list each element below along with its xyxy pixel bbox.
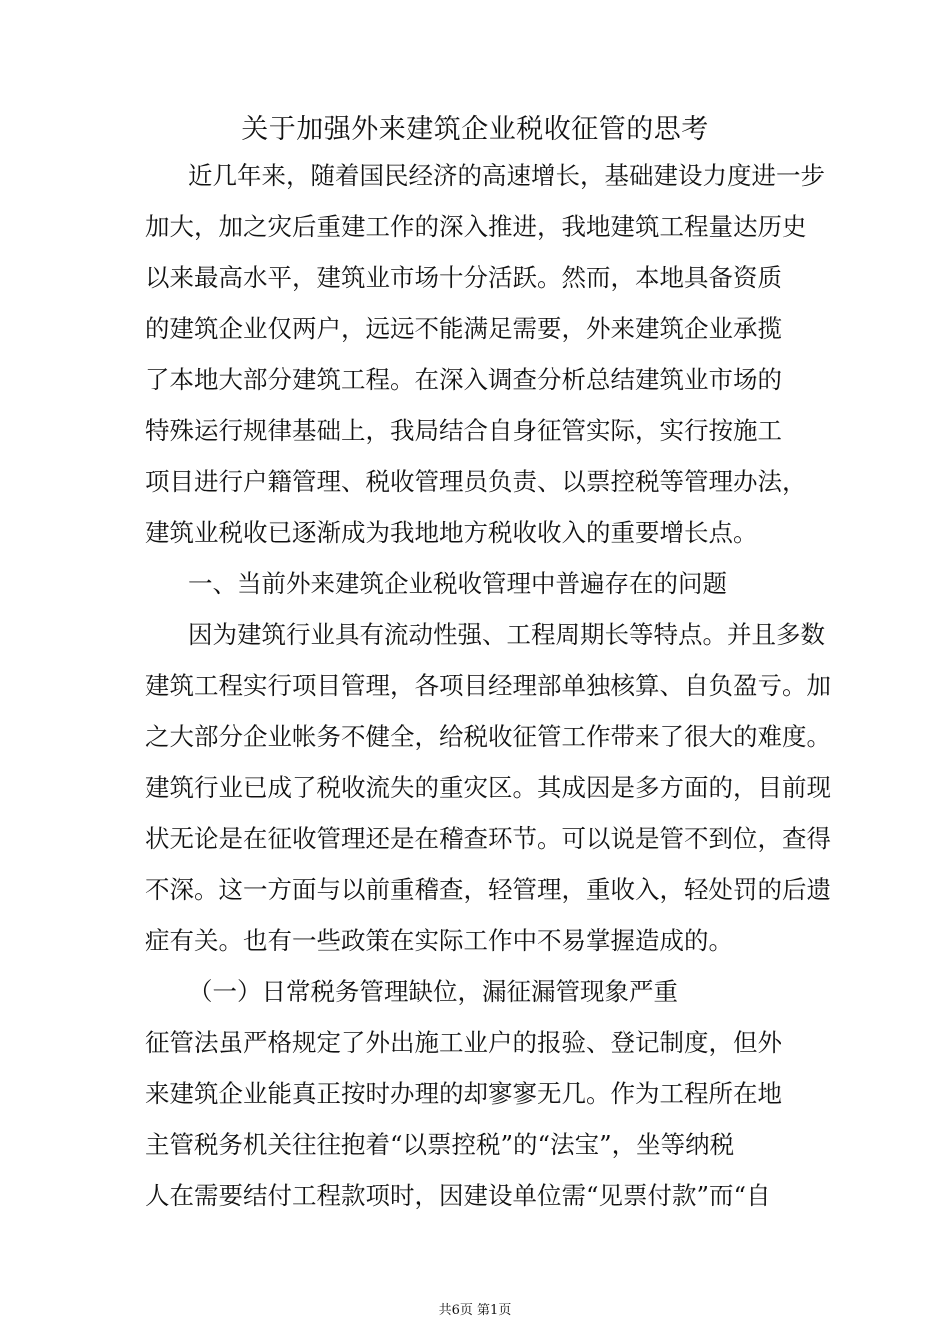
paragraph-line: 了本地大部分建筑工程。在深入调查分析总结建筑业市场的: [145, 365, 782, 394]
paragraph-line: 以来最高水平，建筑业市场十分活跃。然而，本地具备资质: [145, 263, 782, 292]
paragraph-line: 症有关。也有一些政策在实际工作中不易掌握造成的。: [145, 926, 733, 955]
paragraph-line: 的建筑企业仅两户，远远不能满足需要，外来建筑企业承揽: [145, 314, 782, 343]
section-heading: 一、当前外来建筑企业税收管理中普遍存在的问题: [188, 569, 727, 598]
paragraph-line: 状无论是在征收管理还是在稽查环节。可以说是管不到位，查得: [145, 824, 831, 853]
paragraph-line: 建筑行业已成了税收流失的重灾区。其成因是多方面的，目前现: [145, 773, 831, 802]
paragraph-line: 征管法虽严格规定了外出施工业户的报验、登记制度，但外: [145, 1028, 782, 1057]
paragraph-line: 来建筑企业能真正按时办理的却寥寥无几。作为工程所在地: [145, 1079, 782, 1108]
document-title: 关于加强外来建筑企业税收征管的思考: [241, 114, 709, 145]
paragraph-line: 近几年来，随着国民经济的高速增长，基础建设力度进一步: [188, 161, 825, 190]
paragraph-line: 之大部分企业帐务不健全，给税收征管工作带来了很大的难度。: [145, 722, 831, 751]
paragraph-line: 建筑业税收已逐渐成为我地地方税收收入的重要增长点。: [145, 518, 758, 547]
paragraph-line: 人在需要结付工程款项时，因建设单位需“见票付款”而“自: [145, 1181, 771, 1210]
paragraph-line: 项目进行户籍管理、税收管理员负责、以票控税等管理办法，: [145, 467, 807, 496]
paragraph-line: 因为建筑行业具有流动性强、工程周期长等特点。并且多数: [188, 620, 825, 649]
paragraph-line: 加大，加之灾后重建工作的深入推进，我地建筑工程量达历史: [145, 212, 807, 241]
paragraph-line: 特殊运行规律基础上，我局结合自身征管实际，实行按施工: [145, 416, 782, 445]
subsection-heading: （一）日常税务管理缺位，漏征漏管现象严重: [188, 977, 678, 1006]
page-footer: 共6页 第1页: [438, 1303, 512, 1318]
paragraph-line: 不深。这一方面与以前重稽查，轻管理，重收入，轻处罚的后遗: [145, 875, 831, 904]
paragraph-line: 建筑工程实行项目管理，各项目经理部单独核算、自负盈亏。加: [145, 671, 831, 700]
paragraph-line: 主管税务机关往往抱着“以票控税”的“法宝”，坐等纳税: [145, 1130, 735, 1159]
